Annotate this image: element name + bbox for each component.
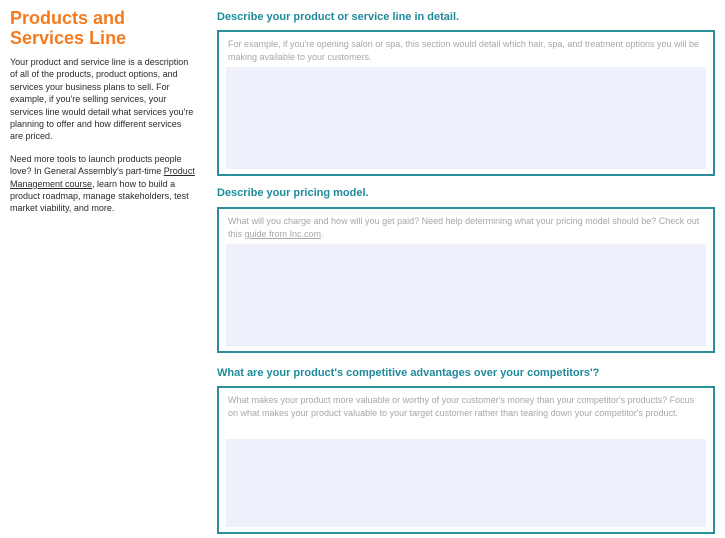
- competitive-advantages-input-area[interactable]: [226, 439, 706, 527]
- page-title: [10, 8, 196, 48]
- course-paragraph: [10, 153, 196, 215]
- pricing-model-text-box[interactable]: [217, 207, 715, 353]
- competitive-advantages-hint-text: What makes your product more valuable or worthy of your customer's money than your competitor's products? Focus on what makes your product valuable to your target customer rather than tearing down your competitor's product.: [228, 395, 695, 418]
- pricing-model-hint: [228, 215, 704, 240]
- course-text-before: Need more tools to launch products people love? In General Assembly's part-time: [10, 153, 182, 177]
- inc-guide-link[interactable]: guide from Inc.com: [244, 228, 322, 239]
- product-line-input-area[interactable]: [226, 67, 706, 169]
- competitive-advantages-section: [217, 366, 715, 418]
- product-line-hint-text: For example, if you're opening salon or spa, this section would detail which hair, spa, and treatment options you will be making available to your customers.: [228, 39, 699, 62]
- pricing-model-section: [217, 186, 715, 239]
- pricing-model-heading: Describe your pricing model.: [217, 187, 369, 199]
- competitive-advantages-hint: [228, 394, 704, 419]
- pricing-model-hint-text: What will you charge and how will you get paid? Need help determining what your pricing model should be? Check out this: [228, 216, 700, 239]
- course-text-after: , learn how to build a product roadmap, manage stakeholders, test market viability, and more.: [10, 178, 189, 214]
- intro-paragraph: Your product and service line is a description of all of the products, product options, and services your business plans to sell. For example, if you're selling services, your services line would detail what services you're planning to offer and how different services are priced.: [10, 57, 194, 142]
- page-title-line-1: Products and: [10, 8, 126, 28]
- product-line-text-box[interactable]: [217, 30, 715, 176]
- product-line-hint: [228, 38, 704, 63]
- sidebar: [10, 8, 196, 215]
- product-management-course-link[interactable]: Product Management course: [10, 166, 195, 189]
- pricing-model-input-area[interactable]: [226, 244, 706, 346]
- product-line-heading: Describe your product or service line in detail.: [217, 11, 460, 23]
- competitive-advantages-heading: What are your product's competitive advantages over your competitors'?: [217, 367, 600, 379]
- competitive-advantages-text-box[interactable]: [217, 386, 715, 534]
- product-line-section: [217, 10, 715, 62]
- pricing-model-hint-after: .: [321, 228, 324, 239]
- page-title-line-2: Services Line: [10, 28, 127, 48]
